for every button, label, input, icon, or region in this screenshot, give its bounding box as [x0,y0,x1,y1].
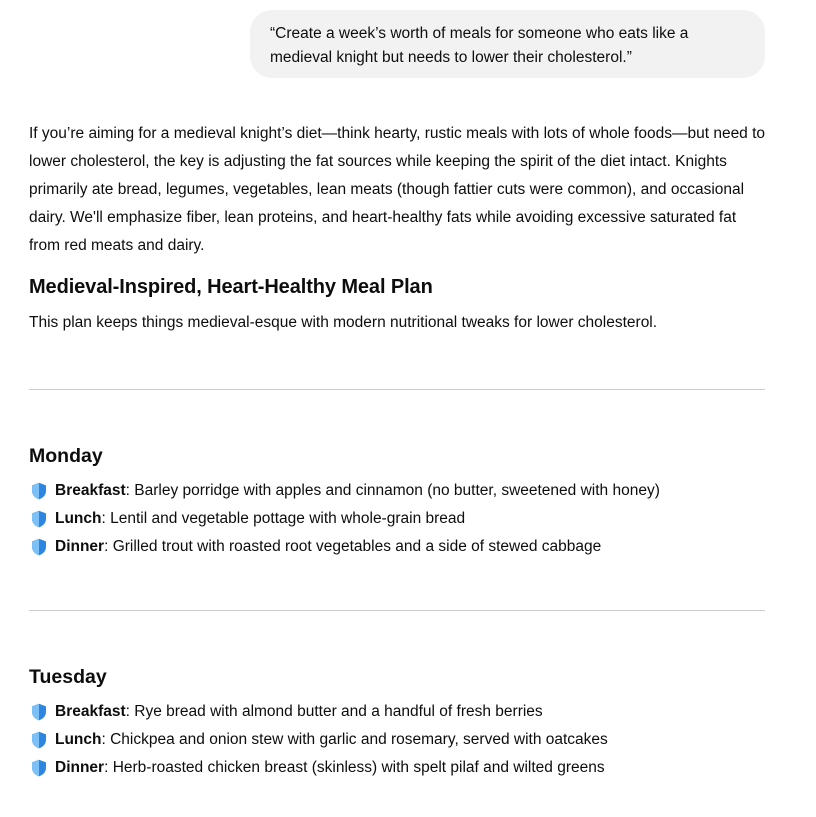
shield-icon [31,731,47,749]
shield-icon [31,510,47,528]
meal-item [29,477,769,505]
day-section-tuesday [29,662,769,782]
day-section-monday [29,441,769,561]
meal-text: : Herb-roasted chicken breast (skinless) with spelt pilaf and wilted greens [104,759,605,776]
day-title: Monday [29,445,103,467]
shield-icon [31,538,47,556]
meal-list [29,477,769,561]
plan-title: Medieval-Inspired, Heart-Healthy Meal Plan [29,276,433,298]
user-message-bubble [250,10,765,78]
meal-text: : Rye bread with almond butter and a handful of fresh berries [125,703,543,720]
intro-paragraph: If you’re aiming for a medieval knight’s diet—think hearty, rustic meals with lots of whole foods—but need to lower cholesterol, the key is adjusting the fat sources while keeping the spirit of the diet intact. Knights primarily ate bread, legumes, vegetables, lean meats (though fattier cuts were common), and occasional dairy. We'll emphasize fiber, lean proteins, and heart-healthy fats while avoiding excessive saturated fat from red meats and dairy. [29,125,766,254]
shield-icon [31,703,47,721]
meal-text: : Chickpea and onion stew with garlic and rosemary, served with oatcakes [101,731,608,748]
meal-item [29,754,769,782]
shield-icon [31,482,47,500]
meal-item [29,726,769,754]
meal-list [29,698,769,782]
meal-text: : Barley porridge with apples and cinnamon (no butter, sweetened with honey) [125,482,660,499]
meal-text: : Grilled trout with roasted root vegetables and a side of stewed cabbage [104,538,602,555]
meal-item [29,505,769,533]
meal-item [29,698,769,726]
shield-icon [31,759,47,777]
meal-item [29,533,769,561]
meal-label: Lunch [55,731,102,748]
meal-text: : Lentil and vegetable pottage with whole-grain bread [101,510,466,527]
meal-label: Dinner [55,759,105,776]
user-message-text: “Create a week’s worth of meals for someone who eats like a medieval knight but needs to lower their cholesterol.” [270,25,689,66]
section-divider [29,610,765,611]
meal-label: Breakfast [55,482,126,499]
assistant-response [29,120,769,776]
plan-subtitle: This plan keeps things medieval-esque with modern nutritional tweaks for lower cholesterol. [29,314,658,331]
section-divider [29,389,765,390]
meal-label: Lunch [55,510,102,527]
meal-label: Breakfast [55,703,126,720]
meal-label: Dinner [55,538,105,555]
day-title: Tuesday [29,666,107,688]
